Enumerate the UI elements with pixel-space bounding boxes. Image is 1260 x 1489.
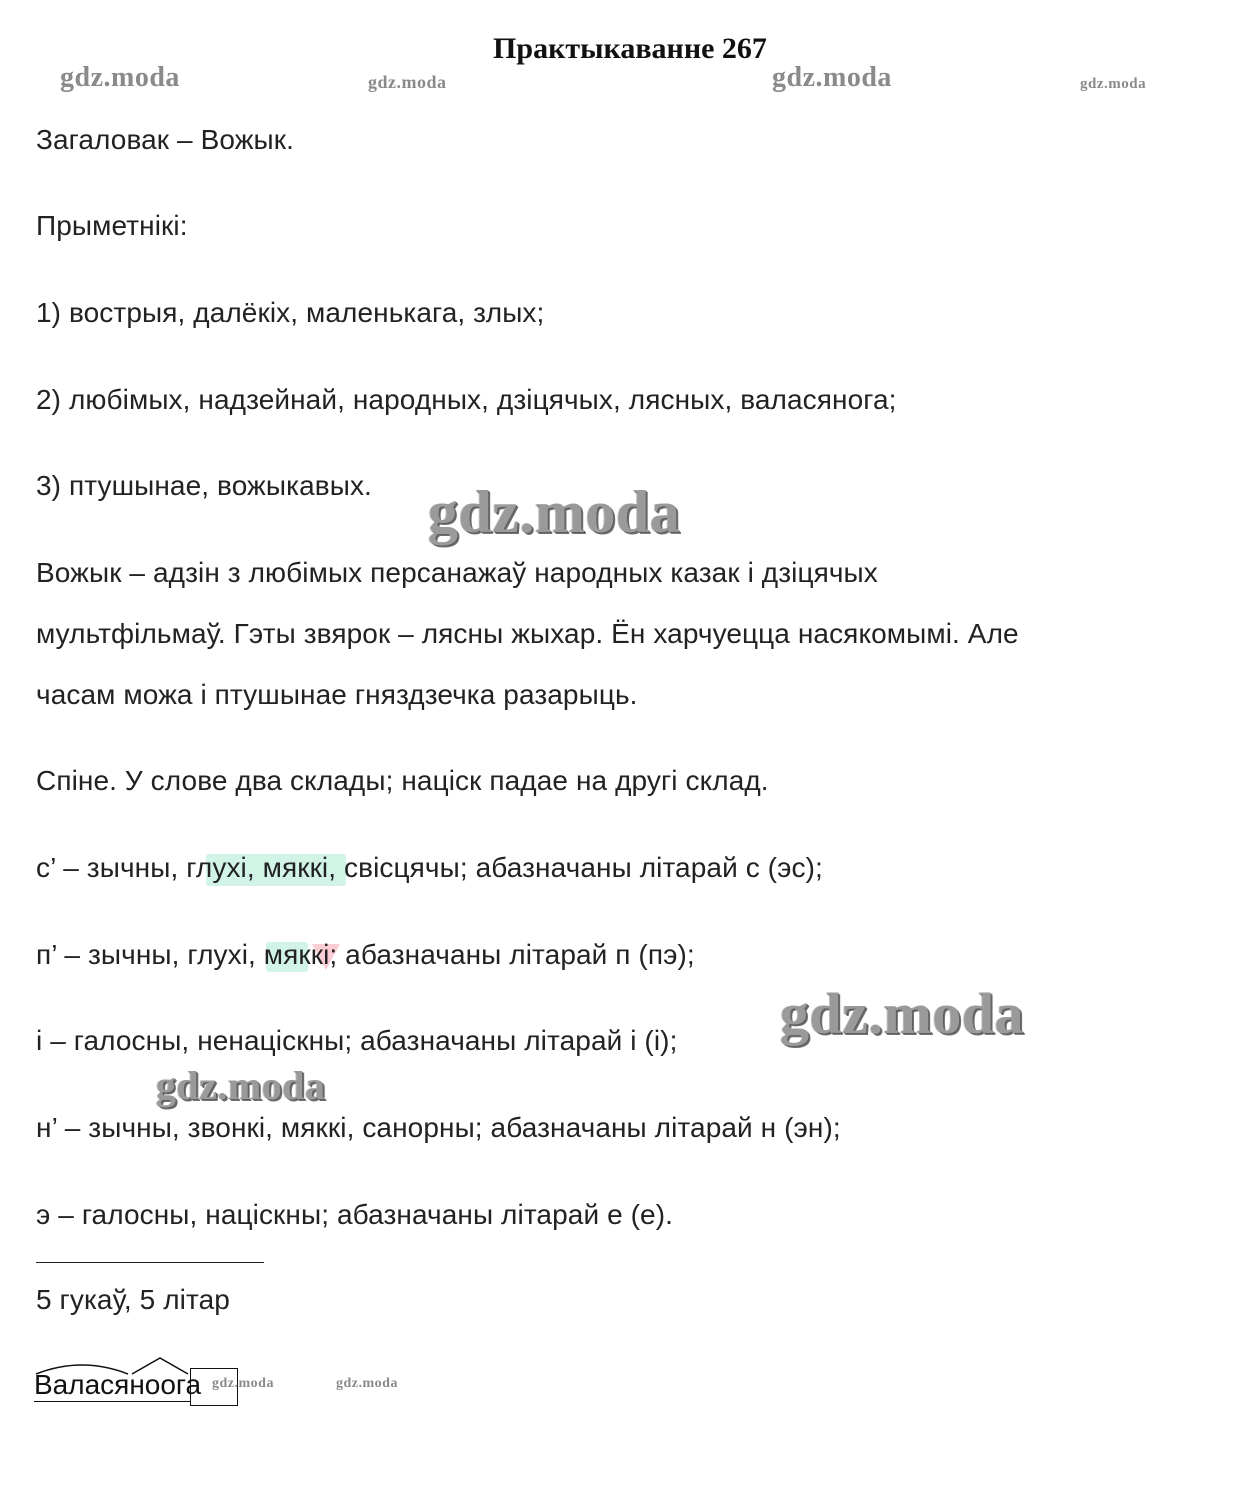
watermark: gdz.moda xyxy=(368,72,447,92)
adjective-list-item: 2) любімых, надзейнай, народных, дзіцячых, лясных, валасянога; xyxy=(36,384,897,415)
watermark: gdz.moda xyxy=(772,62,892,93)
watermark: gdz.moda xyxy=(428,479,681,545)
heading-line: Загаловак – Вожык. xyxy=(36,124,295,155)
watermark: gdz.moda xyxy=(60,62,180,93)
summary-line: 5 гукаў, 5 літар xyxy=(36,1284,230,1315)
divider xyxy=(36,1262,264,1263)
watermark: gdz.moda xyxy=(156,1063,326,1108)
morpheme-word: Валасяноога xyxy=(34,1369,202,1400)
watermark: gdz.moda xyxy=(1080,76,1147,92)
paragraph-line: мультфільмаў. Гэты звярок – лясны жыхар. Ён харчуецца насякомымі. Але xyxy=(36,618,1019,649)
phonetic-line: с’ – зычны, глухі, мяккі, свісцячы; абазначаны літарай с (эс); xyxy=(36,852,823,883)
paragraph-line: Вожык – адзін з любімых персанажаў народных казак і дзіцячых xyxy=(36,557,878,588)
phonetic-line: і – галосны, ненаціскны; абазначаны літарай і (і); xyxy=(36,1025,678,1056)
watermark: gdz.moda xyxy=(212,1376,274,1391)
page-title: Практыкаванне 267 xyxy=(493,32,767,65)
stem-underline xyxy=(34,1401,190,1402)
watermark: gdz.moda xyxy=(780,981,1025,1046)
adjective-list-item: 3) птушынае, вожыкавых. xyxy=(36,470,372,501)
phonetic-line: н’ – зычны, звонкі, мяккі, санорны; абазначаны літарай н (эн); xyxy=(36,1112,841,1143)
phonetic-line: п’ – зычны, глухі, мяккі; абазначаны літарай п (пэ); xyxy=(36,939,695,970)
paragraph-line: часам можа і птушынае гняздзечка разарыць. xyxy=(36,679,638,710)
analysis-intro: Спіне. У слове два склады; націск падае на другі склад. xyxy=(36,765,769,796)
phonetic-line: э – галосны, націскны; абазначаны літарай е (е). xyxy=(36,1199,674,1230)
adjective-list-item: 1) вострыя, далёкіх, маленькага, злых; xyxy=(36,297,545,328)
adjectives-label: Прыметнікі: xyxy=(36,210,188,241)
watermark: gdz.moda xyxy=(336,1376,398,1391)
